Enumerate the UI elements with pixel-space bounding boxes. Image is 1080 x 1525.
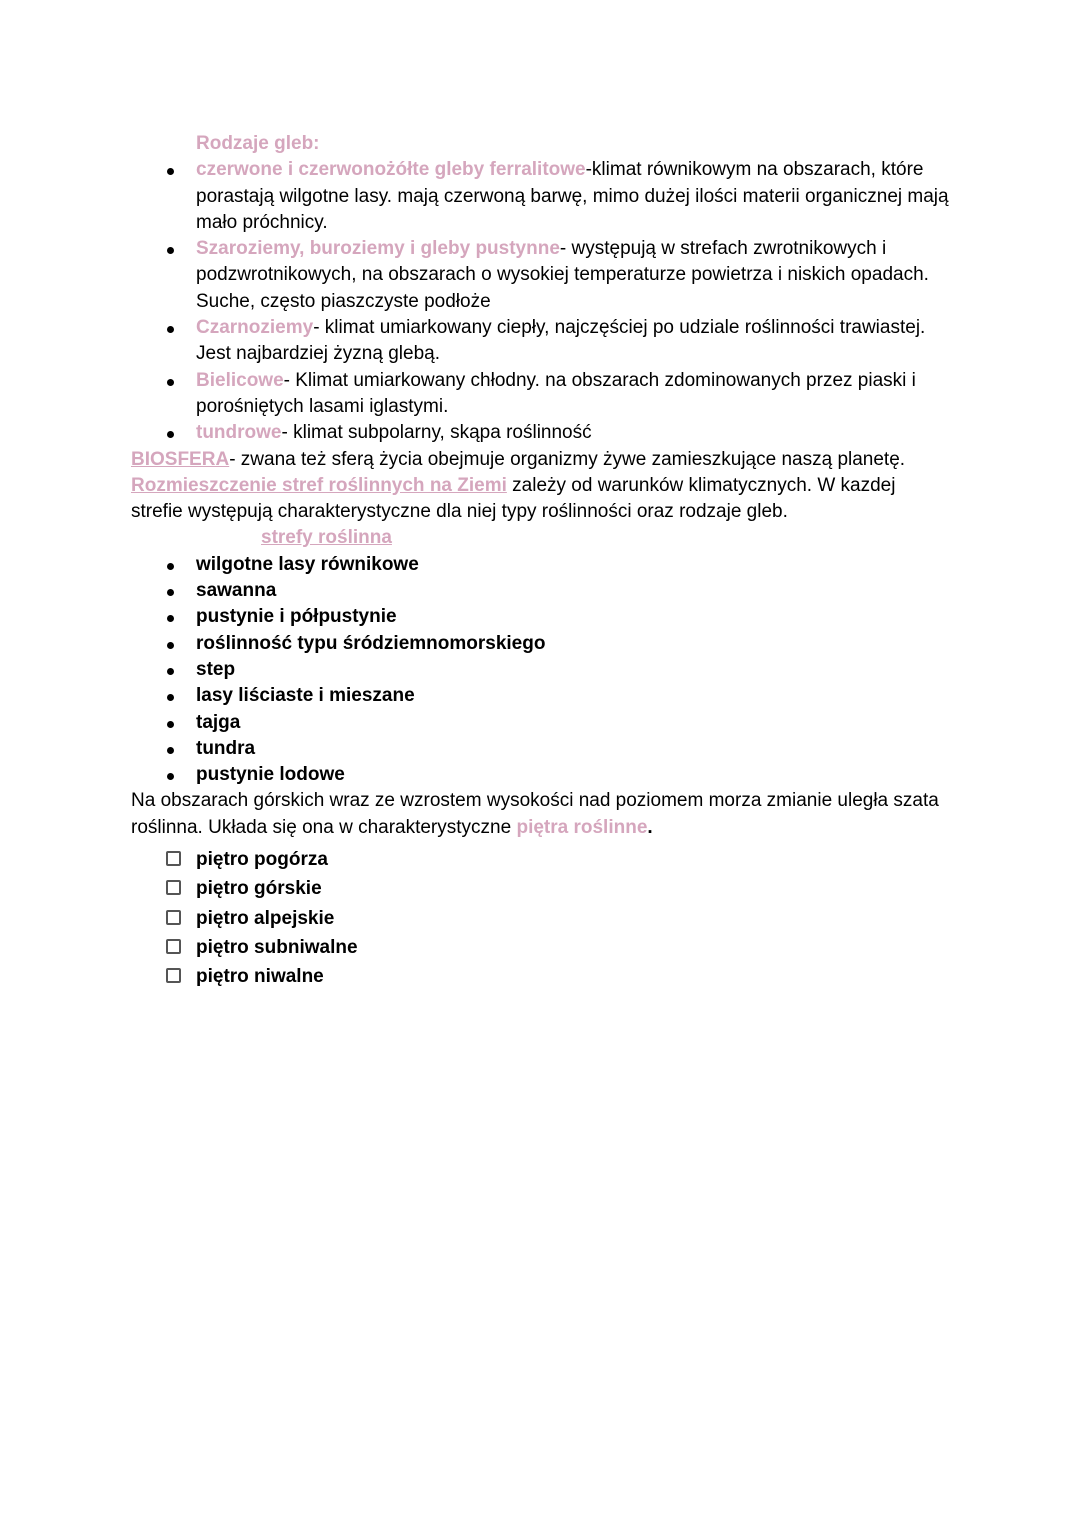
checklist-item[interactable] [131, 933, 951, 962]
bullet-icon [167, 379, 174, 386]
checklist-label: piętro górskie [196, 878, 322, 900]
bullet-icon [167, 747, 174, 754]
soil-term: czerwone i czerwonożółte gleby ferralitowe [196, 159, 586, 181]
bullet-icon [167, 642, 174, 649]
list-item [131, 157, 951, 236]
vegetation-levels-checklist [131, 845, 951, 991]
list-item [131, 236, 951, 315]
checklist-label: piętro niwalne [196, 966, 324, 988]
bullet-icon [167, 563, 174, 570]
bullet-icon [167, 247, 174, 254]
checkbox[interactable] [166, 968, 181, 983]
soil-desc: - klimat umiarkowany ciepły, najczęściej po udziale roślinności trawiastej. Jest najbardziej żyzną glebą. [196, 317, 926, 365]
bullet-icon [167, 773, 174, 780]
list-item [131, 683, 951, 709]
soils-heading: Rodzaje gleb: [196, 133, 320, 154]
list-item [131, 315, 951, 368]
soil-desc: - klimat subpolarny, skąpa roślinność [281, 422, 592, 444]
bullet-icon [167, 326, 174, 333]
list-item [131, 631, 951, 657]
bullet-icon [167, 694, 174, 701]
checklist-item[interactable] [131, 874, 951, 903]
mountains-text: Na obszarach górskich wraz ze wzrostem wysokości nad poziomem morza zmianie uległa szata roślinna. Układa się ona w charakterystyczne [131, 790, 939, 838]
checklist-item[interactable] [131, 962, 951, 991]
zone-label: step [196, 658, 236, 680]
zone-label: roślinność typu śródziemnomorskiego [196, 632, 546, 654]
bullet-icon [167, 721, 174, 728]
checklist-label: piętro alpejskie [196, 907, 335, 929]
zone-label: pustynie i półpustynie [196, 606, 397, 628]
soil-term: Szaroziemy, buroziemy i gleby pustynne [196, 238, 560, 260]
zones-heading: strefy roślinna [261, 527, 392, 549]
checklist-item[interactable] [131, 904, 951, 933]
list-item [131, 552, 951, 578]
document-page [131, 131, 951, 992]
distribution-paragraph [131, 473, 951, 526]
checklist-label: piętro pogórza [196, 849, 328, 871]
bullet-icon [167, 668, 174, 675]
distribution-desc: zależy od warunków klimatycznych. W kazdej strefie występują charakterystyczne dla niej typy roślinności oraz rodzaje gleb. [131, 474, 896, 523]
bullet-icon [167, 431, 174, 438]
soil-types-list [131, 157, 951, 446]
plant-zones-list [131, 552, 951, 789]
mountains-end: . [647, 816, 653, 838]
soil-desc: - występują w strefach zwrotnikowych i podzwrotnikowych, na obszarach o wysokiej temperaturze powietrza i niskich opadach. Suche, często piaszczyste podłoże [196, 238, 929, 312]
list-item [131, 736, 951, 762]
mountains-term: piętra roślinne [516, 816, 648, 838]
zone-label: tundra [196, 737, 256, 759]
zone-label: wilgotne lasy równikowe [196, 553, 419, 575]
biosphere-desc: - zwana też sferą życia obejmuje organizmy żywe zamieszkujące naszą planetę. [229, 448, 906, 470]
zone-label: lasy liściaste i mieszane [196, 685, 415, 707]
list-item [131, 420, 951, 446]
soil-desc: -klimat równikowym na obszarach, które porastają wilgotne lasy. mają czerwoną barwę, mimo dużej ilości materii organicznej mają mało próchnicy. [196, 159, 949, 233]
checklist-item[interactable] [131, 845, 951, 874]
soil-term: Czarnoziemy [196, 317, 314, 339]
mountains-paragraph [131, 788, 951, 841]
distribution-term-link[interactable]: Rozmieszczenie stref roślinnych na Ziemi [131, 474, 507, 496]
zone-label: tajga [196, 711, 241, 733]
soil-desc: - Klimat umiarkowany chłodny. na obszarach zdominowanych przez piaski i porośniętych lasami iglastymi. [196, 369, 916, 417]
bullet-icon [167, 168, 174, 175]
bullet-icon [167, 589, 174, 596]
list-item [131, 578, 951, 604]
soil-term: Bielicowe [196, 369, 284, 391]
bullet-icon [167, 615, 174, 622]
list-item [131, 710, 951, 736]
soil-term: tundrowe [196, 422, 282, 444]
checkbox[interactable] [166, 851, 181, 866]
biosphere-paragraph [131, 447, 951, 473]
list-item [131, 657, 951, 683]
list-item [131, 368, 951, 421]
zone-label: pustynie lodowe [196, 764, 345, 786]
zone-label: sawanna [196, 580, 277, 602]
checkbox[interactable] [166, 880, 181, 895]
checklist-label: piętro subniwalne [196, 936, 358, 958]
checkbox[interactable] [166, 939, 181, 954]
list-item [131, 604, 951, 630]
biosphere-term-link[interactable]: BIOSFERA [131, 448, 230, 470]
checkbox[interactable] [166, 910, 181, 925]
list-item [131, 762, 951, 788]
